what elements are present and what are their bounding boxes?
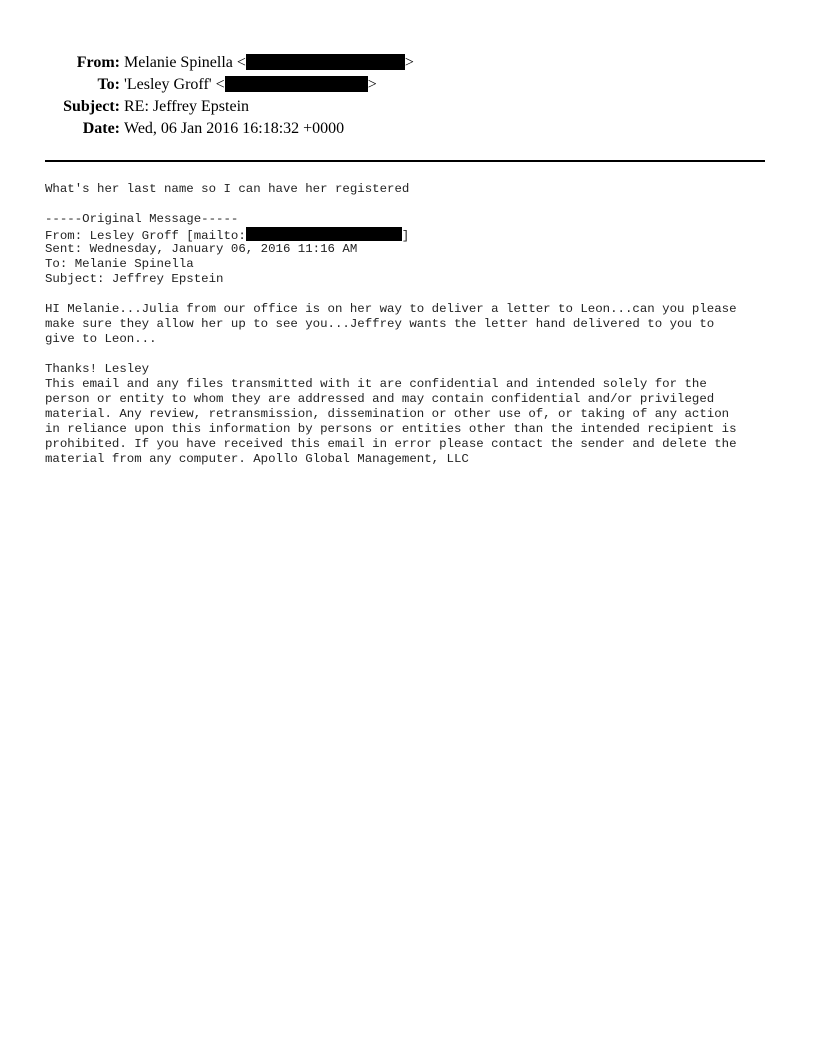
signoff: Thanks! Lesley bbox=[45, 362, 150, 376]
original-to-line: To: Melanie Spinella bbox=[45, 257, 194, 271]
reply-text: What's her last name so I can have her registered bbox=[45, 182, 410, 196]
redaction-box bbox=[246, 54, 405, 70]
original-message-marker: -----Original Message----- bbox=[45, 212, 239, 226]
disclaimer-line: person or entity to whom they are addressed and may contain confidential and/or privileged bbox=[45, 392, 715, 406]
disclaimer-line: in reliance upon this information by persons or entities other than the intended recipient is bbox=[45, 422, 737, 436]
original-from-suffix: ] bbox=[401, 229, 410, 243]
to-label: To: bbox=[97, 76, 120, 93]
disclaimer-line: material from any computer. Apollo Global Management, LLC bbox=[45, 452, 469, 466]
original-subject-line: Subject: Jeffrey Epstein bbox=[45, 272, 224, 286]
disclaimer-line: This email and any files transmitted with it are confidential and intended solely for the bbox=[45, 377, 707, 391]
original-sent-line: Sent: Wednesday, January 06, 2016 11:16 AM bbox=[45, 242, 358, 256]
disclaimer-line: material. Any review, retransmission, dissemination or other use of, or taking of any action bbox=[45, 407, 730, 421]
message-line: HI Melanie...Julia from our office is on her way to deliver a letter to Leon...can you please bbox=[45, 302, 737, 316]
header-divider bbox=[45, 160, 765, 162]
from-value: Melanie Spinella < bbox=[124, 54, 246, 71]
to-close: > bbox=[367, 76, 377, 93]
to-value: 'Lesley Groff' < bbox=[124, 76, 225, 93]
email-body bbox=[45, 182, 785, 467]
date-label: Date: bbox=[82, 120, 120, 137]
message-line: make sure they allow her up to see you...Jeffrey wants the letter hand delivered to you to bbox=[45, 317, 715, 331]
message-line: give to Leon... bbox=[45, 332, 157, 346]
redaction-box bbox=[246, 227, 402, 241]
subject-label: Subject: bbox=[63, 98, 120, 115]
disclaimer-line: prohibited. If you have received this email in error please contact the sender and delete the bbox=[45, 437, 737, 451]
from-close: > bbox=[404, 54, 414, 71]
original-from-line bbox=[45, 227, 785, 242]
from-label: From: bbox=[76, 54, 120, 71]
subject-value: RE: Jeffrey Epstein bbox=[124, 98, 250, 115]
date-value: Wed, 06 Jan 2016 16:18:32 +0000 bbox=[124, 120, 345, 137]
original-from-prefix: From: Lesley Groff [mailto: bbox=[45, 229, 246, 243]
redaction-box bbox=[225, 76, 368, 92]
